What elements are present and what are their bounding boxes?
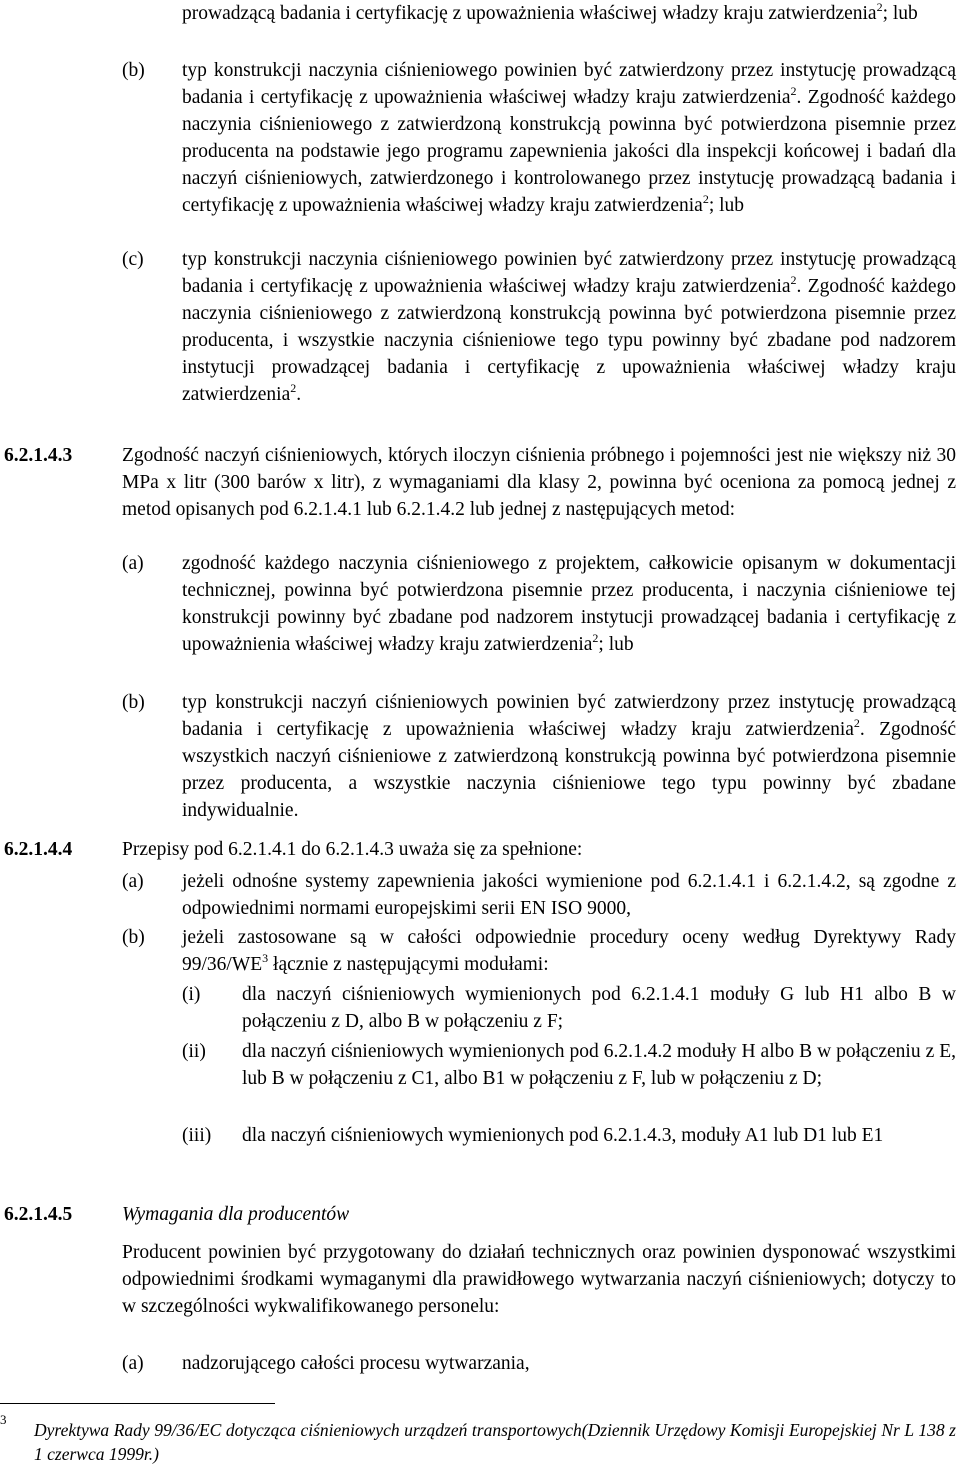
footnote-text: Dyrektywa Rady 99/36/EC dotycząca ciśnieniowych urządzeń transportowych(Dziennik Urzędowy Komisji Europejskiej Nr L 138 z 1 czerwca 1999r.) [34,1420,956,1464]
s4-subitem-label-i: (i) [182,984,201,1005]
section-number-6-2-1-4-3: 6.2.1.4.3 [4,445,73,466]
s4-item-a-text: jeżeli odnośne systemy zapewnienia jakości wymienione pod 6.2.1.4.1 i 6.2.1.4.2, są zgodne z odpowiednimi normami europejskimi serii EN ISO 9000, [182,871,956,919]
s4-subitem-ii-text: dla naczyń ciśnieniowych wymienionych pod 6.2.1.4.2 moduły H albo B w połączeniu z E, lub B w połączeniu z C1, albo B1 w połączeniu z F, lub w połączeniu z D; [242,1041,956,1089]
s3-item-b-text: typ konstrukcji naczyń ciśnieniowych powinien być zatwierdzony przez instytucję prowadzącą badania i certyfikację z upoważnienia właściwej władzy kraju zatwierdzenia$^2$. Zgodność wszystkich naczyń ciśnieniowe z zatwierdzoną konstrukcją powinna być potwierdzona pisemnie przez producenta, a wszystkie naczynia ciśnieniowe tego typu powinny być zbadane indywidualnie. [182,692,956,821]
item-a-tail: prowadzącą badania i certyfikację z upoważnienia właściwej władzy kraju zatwierdzenia$^2$; lub [182,0,918,24]
item-b-text: typ konstrukcji naczynia ciśnieniowego powinien być zatwierdzony przez instytucję prowadzącą badania i certyfikację z upoważnienia właściwej władzy kraju zatwierdzenia$^2$. Zgodność każdego naczynia ciśnieniowego z zatwierdzoną konstrukcją powinna być potwierdzona pisemnie przez producenta na podstawie jego programu zapewnienia jakości dla inspekcji końcowej i badań dla naczyń ciśnieniowych, zatwierdzonego i kontrolowanego przez instytucję prowadzącą badania i certyfikację z upoważnienia właściwej władzy kraju zatwierdzenia$^2$; lub [182,60,957,216]
section-number-6-2-1-4-4: 6.2.1.4.4 [4,839,73,860]
footnote-mark: 3 [0,1412,7,1427]
section-6-2-1-4-4-intro: Przepisy pod 6.2.1.4.1 do 6.2.1.4.3 uważa się za spełnione: [122,839,583,860]
s4-subitem-i-text: dla naczyń ciśnieniowych wymienionych pod 6.2.1.4.1 moduły G lub H1 albo B w połączeniu z D, albo B w połączeniu z F; [242,984,956,1032]
section-number-6-2-1-4-5: 6.2.1.4.5 [4,1204,73,1225]
section-6-2-1-4-5-title: Wymagania dla producentów [122,1204,350,1225]
s5-item-label-a: (a) [122,1353,144,1374]
s4-subitem-label-iii: (iii) [182,1125,212,1146]
s4-subitem-label-ii: (ii) [182,1041,206,1062]
s3-item-a-text: zgodność każdego naczynia ciśnieniowego z projektem, całkowicie opisanym w dokumentacji technicznej, powinna być potwierdzona pisemnie przez producenta, i naczynia ciśnieniowe tej konstrukcji powinny być zbadane pod nadzorem instytucji prowadzącej badania i certyfikację z upoważnienia właściwej władzy kraju zatwierdzenia$^2$; lub [182,553,956,655]
footnote-separator [0,1403,275,1404]
section-6-2-1-4-3-intro: Zgodność naczyń ciśnieniowych, których iloczyn ciśnienia próbnego i pojemności jest nie większy niż 30 MPa x litr (300 barów x litr), z wymaganiami dla klasy 2, powinna być oceniona za pomocą jednej z metod opisanych pod 6.2.1.4.1 lub 6.2.1.4.2 lub jednej z następujących metod: [122,445,956,520]
s4-item-label-a: (a) [122,871,144,892]
item-label-b: (b) [122,60,145,81]
s3-item-label-a: (a) [122,553,144,574]
section-6-2-1-4-5-paragraph: Producent powinien być przygotowany do działań technicznych oraz powinien dysponować wszystkimi odpowiednimi środkami wymaganymi dla prawidłowego wytwarzania naczyń ciśnieniowych; dotyczy to w szczególności wykwalifikowanego personelu: [122,1242,956,1317]
s5-item-a-text: nadzorującego całości procesu wytwarzania, [182,1353,530,1374]
item-c-text: typ konstrukcji naczynia ciśnieniowego powinien być zatwierdzony przez instytucję prowadzącą badania i certyfikację z upoważnienia właściwej władzy kraju zatwierdzenia$^2$. Zgodność każdego naczynia ciśnieniowego z zatwierdzoną konstrukcją powinna być potwierdzona pisemnie przez producenta, i wszystkie naczynia ciśnieniowe tego typu powinny być zbadane pod nadzorem instytucji prowadzącej badania i certyfikację z upoważnienia właściwej władzy kraju zatwierdzenia$^2$. [182,249,957,405]
s4-subitem-iii-text: dla naczyń ciśnieniowych wymienionych pod 6.2.1.4.3, moduły A1 lub D1 lub E1 [242,1125,884,1146]
s4-item-b-text: jeżeli zastosowane są w całości odpowiednie procedury oceny według Dyrektywy Rady $99/36/WE^3$ łącznie z następującymi modułami: [182,927,956,975]
s4-item-label-b: (b) [122,927,145,948]
item-label-c: (c) [122,249,144,270]
s3-item-label-b: (b) [122,692,145,713]
